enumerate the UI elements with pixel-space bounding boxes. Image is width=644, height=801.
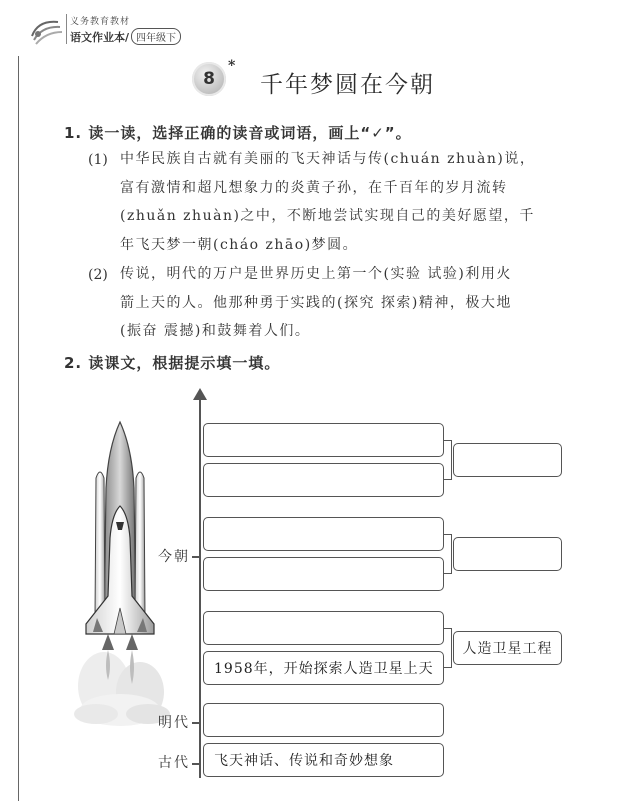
item-1-line: 年飞天梦一朝(cháo zhāo)梦圆。	[120, 236, 359, 253]
logo-icon	[28, 16, 64, 48]
question-1-heading: 1. 读一读，选择正确的读音或词语，画上“✓”。	[64, 124, 412, 142]
item-2-line: 箭上天的人。他那种勇于实践的(探究 探索)精神，极大地	[120, 294, 512, 311]
timeline-axis	[199, 398, 201, 778]
page-title: 千年梦圆在今朝	[260, 72, 435, 98]
item-2-line: 传说，明代的万户是世界历史上第一个(实验 试验)利用火	[120, 266, 512, 282]
era-label-ancient: 古代	[158, 755, 190, 771]
answer-box-satellite-1958: 1958年，开始探索人造卫星上天	[203, 651, 444, 685]
lesson-star: *	[228, 58, 236, 74]
connector-brace	[444, 534, 452, 574]
rocket-illustration-icon	[56, 418, 184, 726]
timeline-tick	[192, 556, 200, 558]
answer-box[interactable]	[203, 463, 444, 497]
timeline-tick	[192, 722, 200, 724]
margin-line	[18, 56, 19, 801]
item-1-text	[120, 145, 535, 259]
item-2-number: (2)	[88, 267, 108, 283]
connector-brace	[444, 440, 452, 480]
era-label-ming: 明代	[158, 715, 190, 731]
answer-box-ancient: 飞天神话、传说和奇妙想象	[203, 743, 444, 777]
category-box-satellite: 人造卫星工程	[453, 631, 562, 665]
answer-box[interactable]	[203, 423, 444, 457]
grade-badge: 四年级下	[131, 28, 181, 45]
answer-box[interactable]	[203, 517, 444, 551]
item-1-line: 富有激情和超凡想象力的炎黄子孙，在千百年的岁月流转	[120, 179, 508, 196]
lesson-number-badge: 8	[192, 62, 226, 96]
answer-box-ming[interactable]	[203, 703, 444, 737]
item-1-number: (1)	[88, 152, 108, 168]
header-divider	[66, 14, 67, 44]
item-2-text	[120, 260, 512, 346]
answer-box[interactable]	[203, 611, 444, 645]
category-box[interactable]	[453, 443, 562, 477]
question-2-heading: 2. 读课文，根据提示填一填。	[64, 354, 281, 372]
answer-box[interactable]	[203, 557, 444, 591]
item-2-line: (振奋 震撼)和鼓舞着人们。	[120, 323, 311, 339]
series-label: 义务教育教材	[70, 17, 131, 27]
timeline-tick	[192, 763, 200, 765]
item-1-line: 中华民族自古就有美丽的飞天神话与传(chuán zhuàn)说，	[120, 151, 536, 167]
book-name: 语文作业本/	[70, 31, 130, 44]
era-label-today: 今朝	[158, 549, 190, 565]
item-1-line: (zhuǎn zhuàn)之中，不断地尝试实现自己的美好愿望，千	[120, 208, 535, 224]
book-title	[70, 28, 181, 45]
category-box[interactable]	[453, 537, 562, 571]
connector-brace	[444, 628, 452, 668]
